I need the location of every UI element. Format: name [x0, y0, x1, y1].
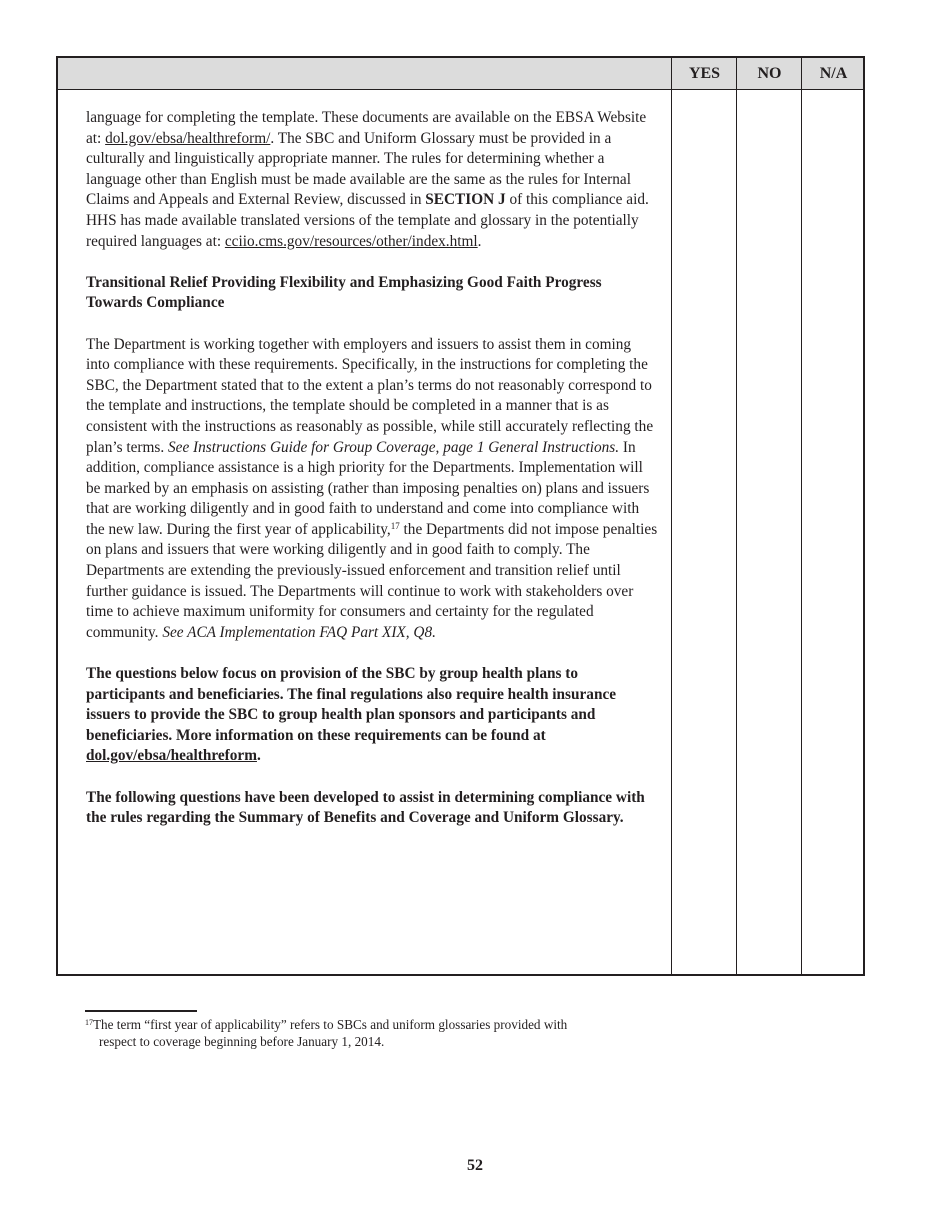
text-run: The questions below focus on provision of the SBC by group health plans to participants and beneficiaries. The final regulations also require health insurance issuers to provide the SBC to group health plan sponsors and participants and beneficiaries. More information on these requirements can be found at: [86, 665, 617, 744]
text-run: .: [477, 232, 482, 250]
ebsa-healthreform-link[interactable]: dol.gov/ebsa/healthreform/: [105, 129, 271, 147]
question-cell-content: [86, 108, 658, 849]
section-heading: Transitional Relief Providing Flexibility and Emphasizing Good Faith Progress Towards Compliance: [86, 273, 602, 312]
text-run: The Department is working together with employers and issuers to assist them in coming into compliance with these requirements. Specifically, in the instructions for completing the SBC, the Department stated that to the extent a plan’s terms do not reasonably correspond to the template and instructions, the template should be completed in a manner that is as consistent with the instructions as reasonably as possible, while still accurately reflecting the plan’s terms.: [86, 335, 654, 456]
paragraph-transitional-relief: [86, 335, 658, 644]
column-header-yes: YES: [688, 65, 721, 82]
text-run: . The SBC and Uniform Glossary must be provided in a culturally and linguistically appropriate manner. The rules for determining whether a language other than English must be made available are the same as the rules for Internal Claims and Appeals and External Review, discussed in: [86, 129, 631, 209]
column-header-na: N/A: [819, 65, 848, 82]
footnote-line-2: respect to coverage beginning before January 1, 2014.: [99, 1034, 385, 1049]
citation-text: See ACA Implementation FAQ Part XIX, Q8.: [162, 623, 436, 641]
table-header-row: [58, 58, 863, 90]
text-run: the Departments did not impose penalties on plans and issuers that were working diligently and in good faith to comply. The Departments are extending the previously-issued enforcement and transition relief until further guidance is issued. The Departments will continue to work with stakeholders over time to achieve maximum uniformity for consumers and certainty for the regulated community.: [86, 520, 658, 641]
footnote-text: The term “first year of applicability” refers to SBCs and uniform glossaries provided with: [93, 1017, 568, 1032]
footnote-reference[interactable]: 17: [390, 520, 400, 531]
paragraph-questions-focus: [86, 664, 658, 767]
healthreform-link[interactable]: dol.gov/ebsa/healthreform: [86, 747, 257, 765]
footnote: [85, 1016, 685, 1050]
column-divider: [736, 58, 737, 974]
column-divider: [801, 58, 802, 974]
column-divider: [671, 58, 672, 974]
footnote-separator: [85, 1010, 197, 1012]
text-run: In addition, compliance assistance is a high priority for the Departments. Implementation will be marked by an emphasis on assisting (rather than imposing penalties on) plans and issuers that are working diligently and in good faith to understand and come into compliance with the new law. During the first year of applicability,: [86, 438, 650, 538]
footnote-number: 17: [85, 1018, 93, 1027]
page-number: 52: [467, 1157, 483, 1174]
column-header-no: NO: [757, 65, 782, 82]
footnote-line-1: [85, 1016, 685, 1033]
text-run: language for completing the template. These documents are available on the EBSA Website at:: [86, 109, 647, 147]
paragraph-language-requirements: [86, 108, 658, 252]
section-reference: SECTION J: [425, 191, 506, 209]
cciio-resources-link[interactable]: cciio.cms.gov/resources/other/index.html: [224, 232, 478, 250]
paragraph-questions-intro: The following questions have been developed to assist in determining compliance with the rules regarding the Summary of Benefits and Coverage and Uniform Glossary.: [86, 788, 645, 827]
citation-text: See Instructions Guide for Group Coverage, page 1 General Instructions.: [168, 438, 620, 456]
text-run: of this compliance aid. HHS has made available translated versions of the template and glossary in the potentially required languages at:: [86, 191, 649, 250]
compliance-table: [56, 56, 865, 976]
text-run: .: [256, 747, 261, 765]
